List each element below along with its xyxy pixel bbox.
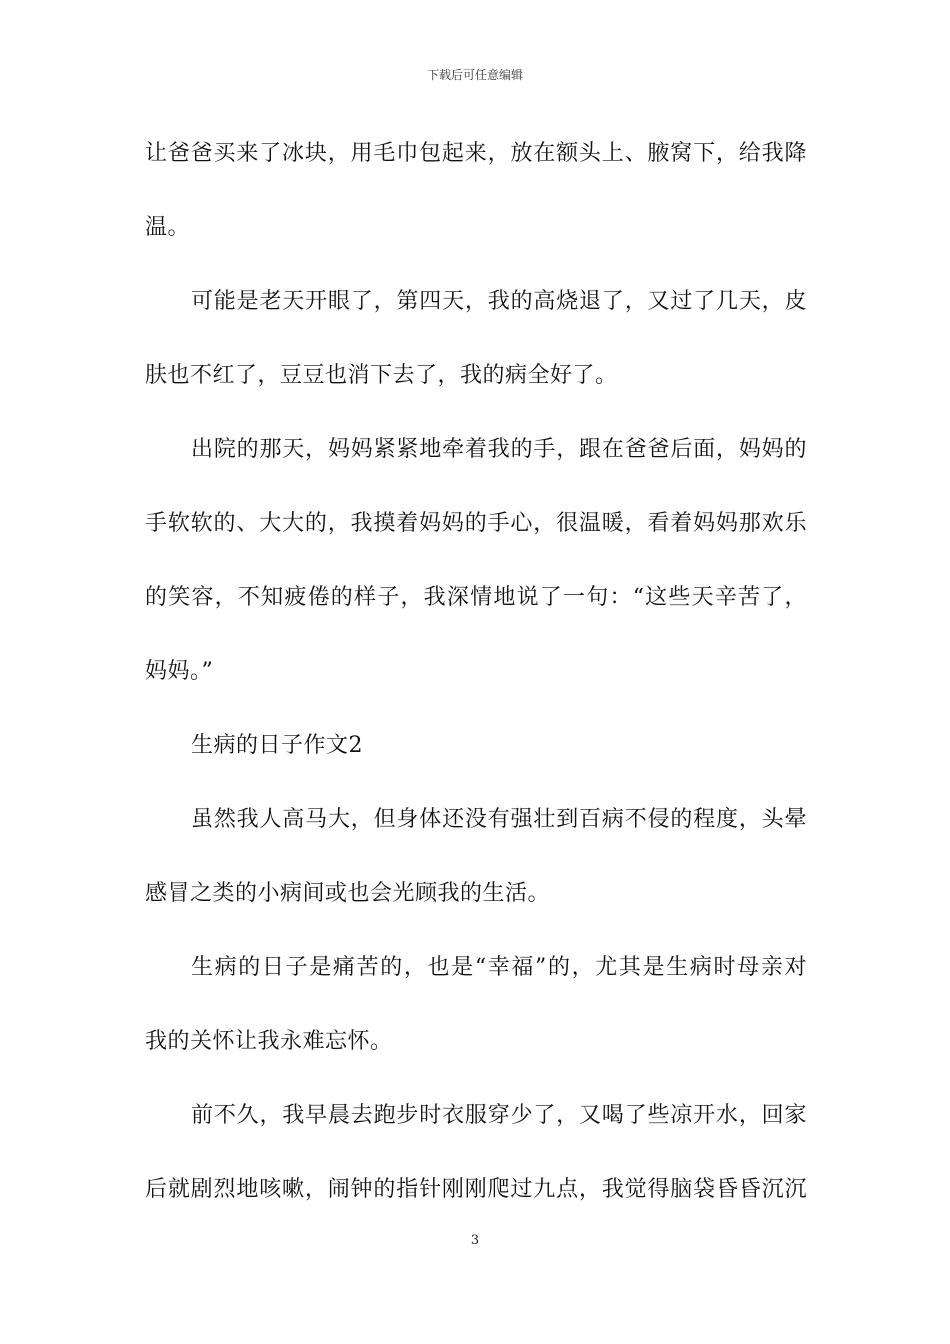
- text-line: 温。: [145, 215, 191, 240]
- text-line: 前不久，我早晨去跑步时衣服穿少了，又喝了些凉开水，回家: [191, 1103, 807, 1128]
- text-line: 肤也不红了，豆豆也消下去了，我的病全好了。: [145, 363, 618, 388]
- text-line: 生病的日子是痛苦的，也是“幸福”的，尤其是生病时母亲对: [191, 955, 807, 980]
- page-number: 3: [470, 1233, 480, 1248]
- text-line: 感冒之类的小病间或也会光顾我的生活。: [145, 881, 551, 906]
- text-line: 让爸爸买来了冰块，用毛巾包起来，放在额头上、腋窝下，给我降: [145, 141, 807, 166]
- text-line: 出院的那天，妈妈紧紧地牵着我的手，跟在爸爸后面，妈妈的: [191, 437, 807, 462]
- text-line: 我的关怀让我永难忘怀。: [145, 1029, 393, 1054]
- text-line: 的笑容，不知疲倦的样子，我深情地说了一句：“这些天辛苦了，: [145, 585, 807, 610]
- text-line: 妈妈。”: [145, 659, 214, 684]
- section-heading: 生病的日子作文2: [191, 733, 363, 758]
- text-line: 可能是老天开眼了，第四天，我的高烧退了，又过了几天，皮: [191, 289, 807, 314]
- document-body: [145, 126, 807, 1236]
- page-header: 下载后可任意编辑: [426, 68, 523, 82]
- text-line: 后就剧烈地咳嗽，闹钟的指针刚刚爬过九点，我觉得脑袋昏昏沉沉: [145, 1177, 807, 1202]
- text-line: 虽然我人高马大，但身体还没有强壮到百病不侵的程度，头晕: [191, 807, 807, 832]
- text-line: 手软软的、大大的，我摸着妈妈的手心，很温暖，看着妈妈那欢乐: [145, 511, 807, 536]
